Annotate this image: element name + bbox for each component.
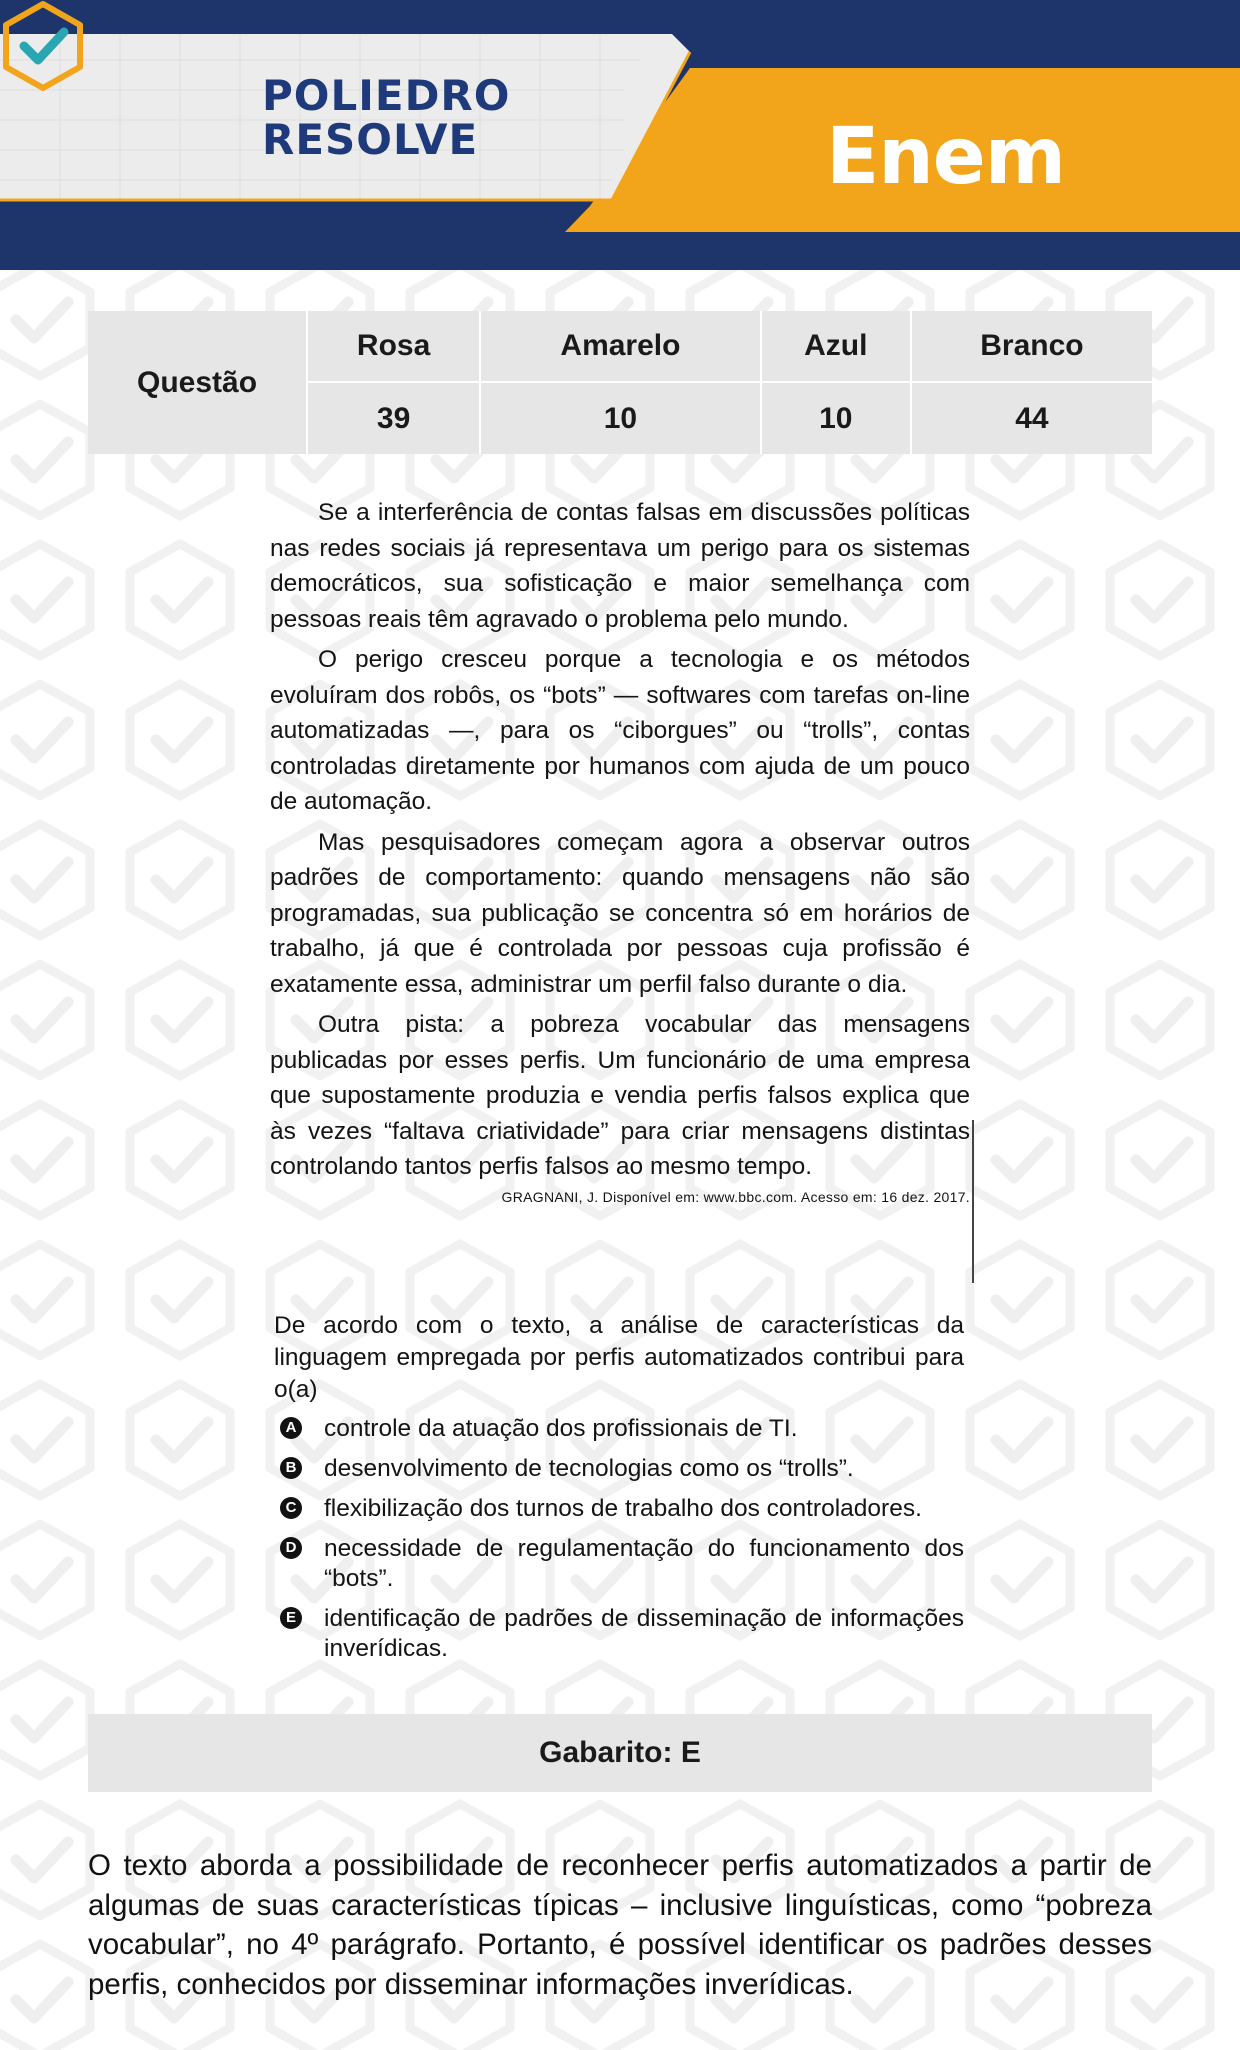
option-text: necessidade de regulamentação do funcionamento dos “bots”. <box>324 1535 964 1592</box>
header-banner <box>0 0 1240 270</box>
question-stem: De acordo com o texto, a análise de características da linguagem empregada por perfis automatizados contribui para o(a) <box>274 1312 964 1403</box>
resolution-text: O texto aborda a possibilidade de reconhecer perfis automatizados a partir de algumas de suas características típicas – inclusive linguísticas, como “pobreza vocabular”, no 4º parágrafo. Portanto, é possível identificar os padrões desses perfis, conhecidos por disseminar informações inverídicas. <box>88 1849 1152 2001</box>
brand-line-1: POLIEDRO <box>262 71 511 120</box>
column-header-azul: Azul <box>760 311 910 381</box>
column-header-amarelo: Amarelo <box>479 311 760 381</box>
question-number-rosa: 39 <box>306 381 479 454</box>
paragraph: Outra pista: a pobreza vocabular das mensagens publicadas por esses perfis. Um funcionário de uma empresa que supostamente produzia e vendia perfis falsos explica que às vezes “faltava criatividade” para criar mensagens distintas controlando tantos perfis falsos ao mesmo tempo. <box>270 1011 970 1180</box>
text-source: GRAGNANI, J. Disponível em: www.bbc.com. Acesso em: 16 dez. 2017. <box>501 1188 970 1205</box>
paragraph: Mas pesquisadores começam agora a observar outros padrões de comportamento: quando mensagens não são programadas, sua publicação se concentra só em horários de trabalho, já que é controlada por pessoas cuja profissão é exatamente essa, administrar um perfil falso durante o dia. <box>270 828 970 998</box>
option-text: flexibilização dos turnos de trabalho dos controladores. <box>324 1495 922 1522</box>
option-text: identificação de padrões de disseminação de informações inverídicas. <box>324 1605 964 1662</box>
brand-logo-text <box>262 71 511 164</box>
option-e <box>280 1604 964 1664</box>
brand-line-2: RESOLVE <box>262 115 479 164</box>
answer-key-label: Gabarito: E <box>539 1736 701 1769</box>
checkmark-hexagon-icon <box>0 0 86 92</box>
answer-options <box>280 1414 964 1664</box>
option-letter-a: A <box>280 1417 302 1439</box>
option-c <box>280 1494 964 1524</box>
option-letter-c: C <box>280 1497 302 1519</box>
option-text: desenvolvimento de tecnologias como os “trolls”. <box>324 1455 854 1482</box>
paragraph: O perigo cresceu porque a tecnologia e os métodos evoluíram dos robôs, os “bots” — softwares com tarefas on-line automatizadas —, para os “ciborgues” ou “trolls”, contas controladas diretamente por humanos com ajuda de um pouco de automação. <box>270 646 970 815</box>
column-header-rosa: Rosa <box>306 311 479 381</box>
answer-key-box <box>88 1714 1152 1792</box>
option-b <box>280 1454 964 1484</box>
option-d <box>280 1534 964 1594</box>
option-a <box>280 1414 964 1444</box>
exam-title: Enem <box>826 112 1065 202</box>
option-letter-b: B <box>280 1457 302 1479</box>
margin-rule <box>972 1120 974 1283</box>
question-number-amarelo: 10 <box>479 381 760 454</box>
option-text: controle da atuação dos profissionais de TI. <box>324 1415 798 1442</box>
option-letter-e: E <box>280 1607 302 1629</box>
option-letter-d: D <box>280 1537 302 1559</box>
question-number-azul: 10 <box>760 381 910 454</box>
paragraph: Se a interferência de contas falsas em discussões políticas nas redes sociais já representava um perigo para os sistemas democráticos, sua sofisticação e maior semelhança com pessoas reais têm agravado o problema pelo mundo. <box>270 499 970 633</box>
column-header-branco: Branco <box>910 311 1152 381</box>
question-label: Questão <box>136 365 258 399</box>
question-text <box>270 495 970 1207</box>
question-number-table <box>88 311 1152 454</box>
question-number-branco: 44 <box>910 381 1152 454</box>
